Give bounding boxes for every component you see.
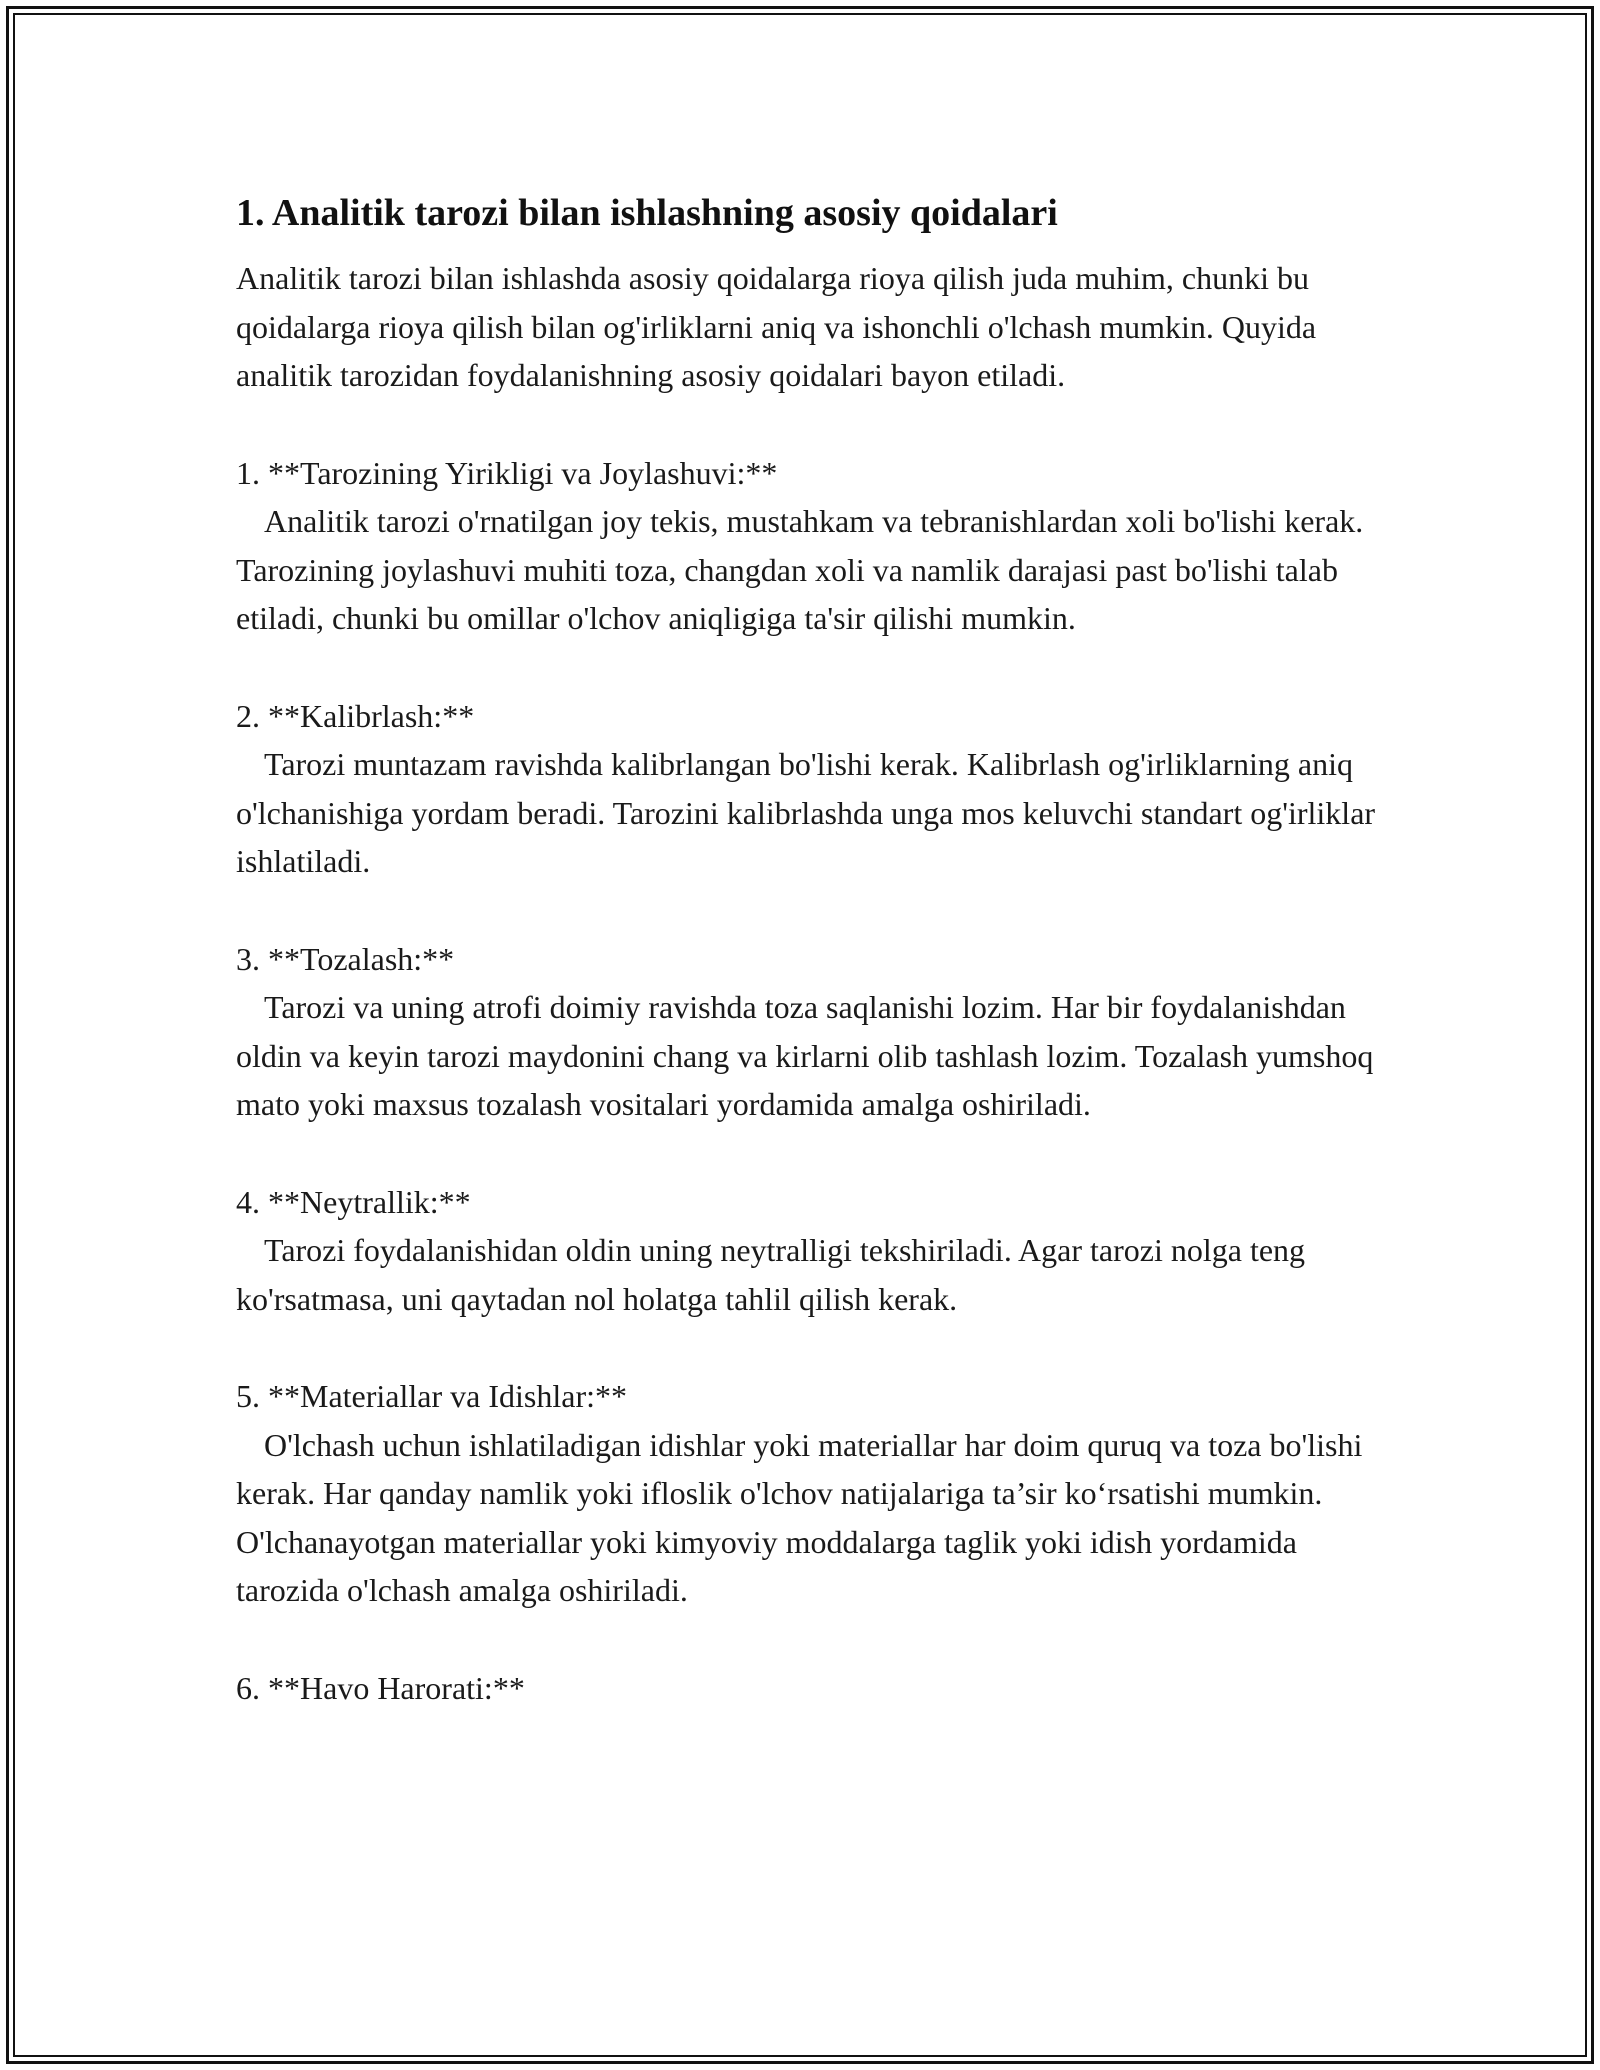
section-body: Tarozi foydalanishidan oldin uning neytralligi tekshiriladi. Agar tarozi nolga teng ko'rsatmasa, uni qaytadan nol holatga tahlil qilish kerak. xyxy=(236,1232,1306,1317)
document-title: 1. Analitik tarozi bilan ishlashning asosiy qoidalari xyxy=(236,192,1058,234)
section-body: Tarozi va uning atrofi doimiy ravishda toza saqlanishi lozim. Har bir foydalanishdan oldin va keyin tarozi maydonini chang va kirlarni olib tashlash lozim. Tozalash yumshoq mato yoki maxsus tozalash vositalari yordamida amalga oshiriladi. xyxy=(236,989,1374,1122)
section-heading: 6. **Havo Harorati:** xyxy=(236,1669,525,1706)
section-body: Tarozi muntazam ravishda kalibrlangan bo'lishi kerak. Kalibrlash og'irliklarning aniq o'lchanishiga yordam beradi. Tarozini kalibrlashda unga mos keluvchi standart og'irliklar ishlatiladi. xyxy=(236,746,1376,879)
section-1 xyxy=(236,449,1376,643)
section-heading: 2. **Kalibrlash:** xyxy=(236,697,475,734)
section-6 xyxy=(236,1664,1376,1713)
section-heading: 1. **Tarozining Yirikligi va Joylashuvi:** xyxy=(236,454,778,491)
section-5 xyxy=(236,1372,1376,1615)
section-2 xyxy=(236,692,1376,886)
section-body: O'lchash uchun ishlatiladigan idishlar yoki materiallar har doim quruq va toza bo'lishi kerak. Har qanday namlik yoki ifloslik o'lchov natijalariga ta’sir ko‘rsatishi mumkin. O'lchanayotgan materiallar yoki kimyoviy moddalarga taglik yoki idish yordamida tarozida o'lchash amalga oshiriladi. xyxy=(236,1426,1363,1608)
intro-paragraph: Analitik tarozi bilan ishlashda asosiy qoidalarga rioya qilish juda muhim, chunki bu qoidalarga rioya qilish bilan og'irliklarni aniq va ishonchli o'lchash mumkin. Quyida analitik tarozidan foydalanishning asosiy qoidalari bayon etiladi. xyxy=(236,260,1325,393)
section-heading: 5. **Materiallar va Idishlar:** xyxy=(236,1378,627,1414)
section-body: Analitik tarozi o'rnatilgan joy tekis, mustahkam va tebranishlardan xoli bo'lishi kerak. Tarozining joylashuvi muhiti toza, changdan xoli va namlik darajasi past bo'lishi talab etiladi, chunki bu omillar o'lchov aniqligiga ta'sir qilishi mumkin. xyxy=(236,503,1364,636)
section-3 xyxy=(236,935,1376,1129)
document-content xyxy=(236,186,1376,1761)
section-heading: 4. **Neytrallik:** xyxy=(236,1183,471,1220)
section-heading: 3. **Tozalash:** xyxy=(236,940,455,977)
section-4 xyxy=(236,1178,1376,1324)
